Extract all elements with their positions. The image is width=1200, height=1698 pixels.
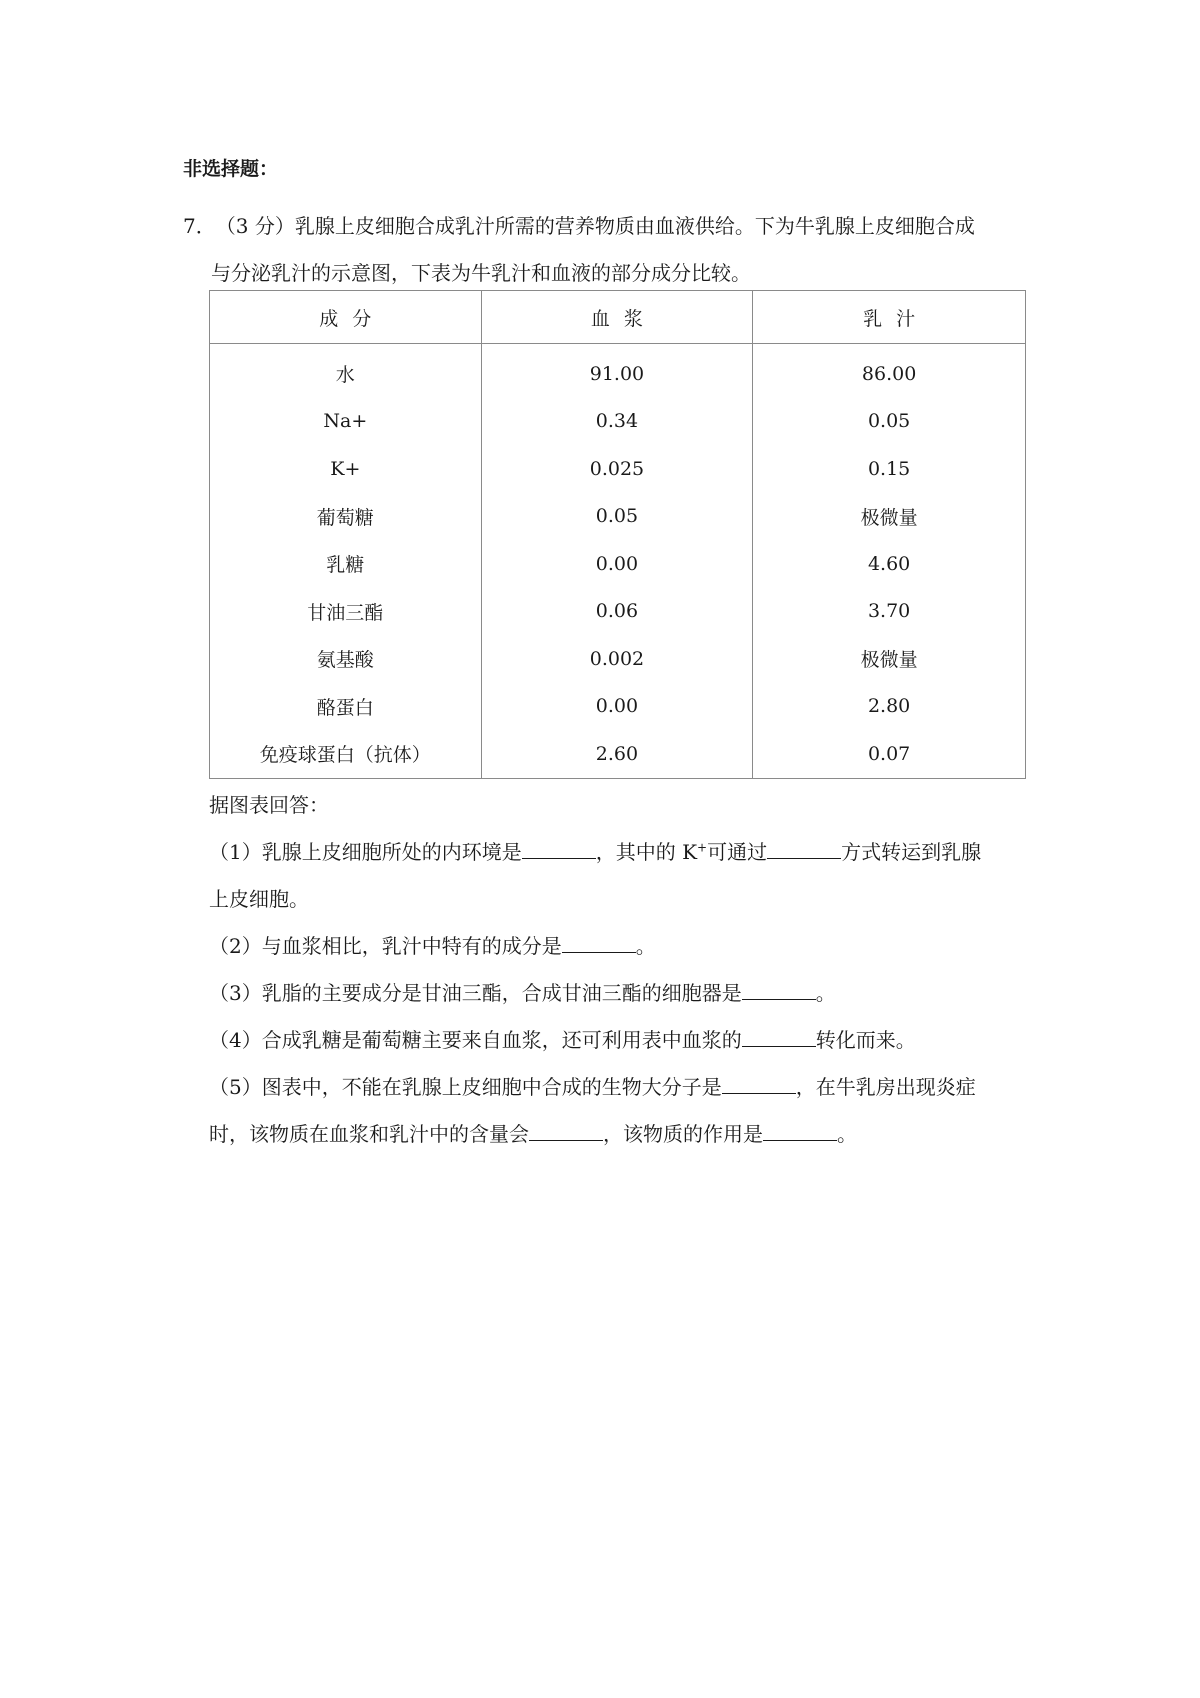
cell-plasma: 0.05	[481, 493, 753, 541]
question-intro-line-2: 与分泌乳汁的示意图，下表为牛乳汁和血液的部分成分比较。	[211, 261, 751, 285]
answer-section	[209, 782, 1029, 1158]
blank-1-1[interactable]	[522, 838, 596, 859]
composition-table	[209, 290, 1026, 779]
cell-component: 乳糖	[210, 540, 482, 588]
blank-5-3[interactable]	[763, 1120, 837, 1141]
cell-component: Na+	[210, 398, 482, 446]
part-1-line-1: （1）乳腺上皮细胞所处的内环境是 ，其中的 K+可通过 方式转运到乳腺	[209, 840, 982, 864]
part-5-line-1: （5）图表中，不能在乳腺上皮细胞中合成的生物大分子是 ，在牛乳房出现炎症	[209, 1075, 976, 1099]
cell-plasma: 0.00	[481, 540, 753, 588]
cell-milk: 极微量	[753, 635, 1026, 683]
table-row	[210, 493, 1026, 541]
cell-plasma: 0.00	[481, 683, 753, 731]
table-row	[210, 344, 1026, 398]
cell-plasma: 0.34	[481, 398, 753, 446]
table-body	[210, 344, 1026, 779]
blank-4[interactable]	[742, 1026, 816, 1047]
answer-intro: 据图表回答：	[209, 793, 329, 817]
section-title: 非选择题：	[183, 158, 279, 180]
part-4: （4）合成乳糖是葡萄糖主要来自血浆，还可利用表中血浆的 转化而来。	[209, 1028, 916, 1052]
cell-plasma: 0.025	[481, 445, 753, 493]
table-row	[210, 730, 1026, 778]
question-intro-line-1	[183, 203, 1028, 250]
cell-milk: 0.05	[753, 398, 1026, 446]
cell-component: 免疫球蛋白（抗体）	[210, 730, 482, 778]
cell-plasma: 2.60	[481, 730, 753, 778]
table-row	[210, 540, 1026, 588]
blank-5-2[interactable]	[529, 1120, 603, 1141]
cell-component: 氨基酸	[210, 635, 482, 683]
cell-component: 葡萄糖	[210, 493, 482, 541]
table-row	[210, 635, 1026, 683]
part-3: （3）乳脂的主要成分是甘油三酯，合成甘油三酯的细胞器是 。	[209, 981, 836, 1005]
cell-milk: 86.00	[753, 344, 1026, 398]
cell-plasma: 0.06	[481, 588, 753, 636]
cell-milk: 0.15	[753, 445, 1026, 493]
question-number: 7．	[183, 214, 216, 238]
blank-2[interactable]	[562, 932, 636, 953]
question-intro-text-1: （3 分）乳腺上皮细胞合成乳汁所需的营养物质由血液供给。下为牛乳腺上皮细胞合成	[215, 214, 975, 238]
header-milk: 乳汁	[753, 291, 1026, 344]
blank-1-2[interactable]	[767, 838, 841, 859]
cell-milk: 极微量	[753, 493, 1026, 541]
cell-component: 甘油三酯	[210, 588, 482, 636]
cell-milk: 2.80	[753, 683, 1026, 731]
table-header-row	[210, 291, 1026, 344]
cell-milk: 3.70	[753, 588, 1026, 636]
blank-5-1[interactable]	[722, 1073, 796, 1094]
cell-component: 水	[210, 344, 482, 398]
table-row	[210, 683, 1026, 731]
table-row	[210, 445, 1026, 493]
question-intro	[183, 203, 1028, 297]
table-row	[210, 398, 1026, 446]
cell-milk: 0.07	[753, 730, 1026, 778]
part-2: （2）与血浆相比，乳汁中特有的成分是 。	[209, 934, 656, 958]
header-plasma: 血浆	[481, 291, 753, 344]
cell-component: 酪蛋白	[210, 683, 482, 731]
table-row	[210, 588, 1026, 636]
cell-plasma: 0.002	[481, 635, 753, 683]
cell-plasma: 91.00	[481, 344, 753, 398]
blank-3[interactable]	[742, 979, 816, 1000]
part-5-line-2: 时，该物质在血浆和乳汁中的含量会 ，该物质的作用是 。	[209, 1122, 857, 1146]
part-1-line-2: 上皮细胞。	[209, 887, 309, 911]
cell-component: K+	[210, 445, 482, 493]
cell-milk: 4.60	[753, 540, 1026, 588]
header-component: 成分	[210, 291, 482, 344]
